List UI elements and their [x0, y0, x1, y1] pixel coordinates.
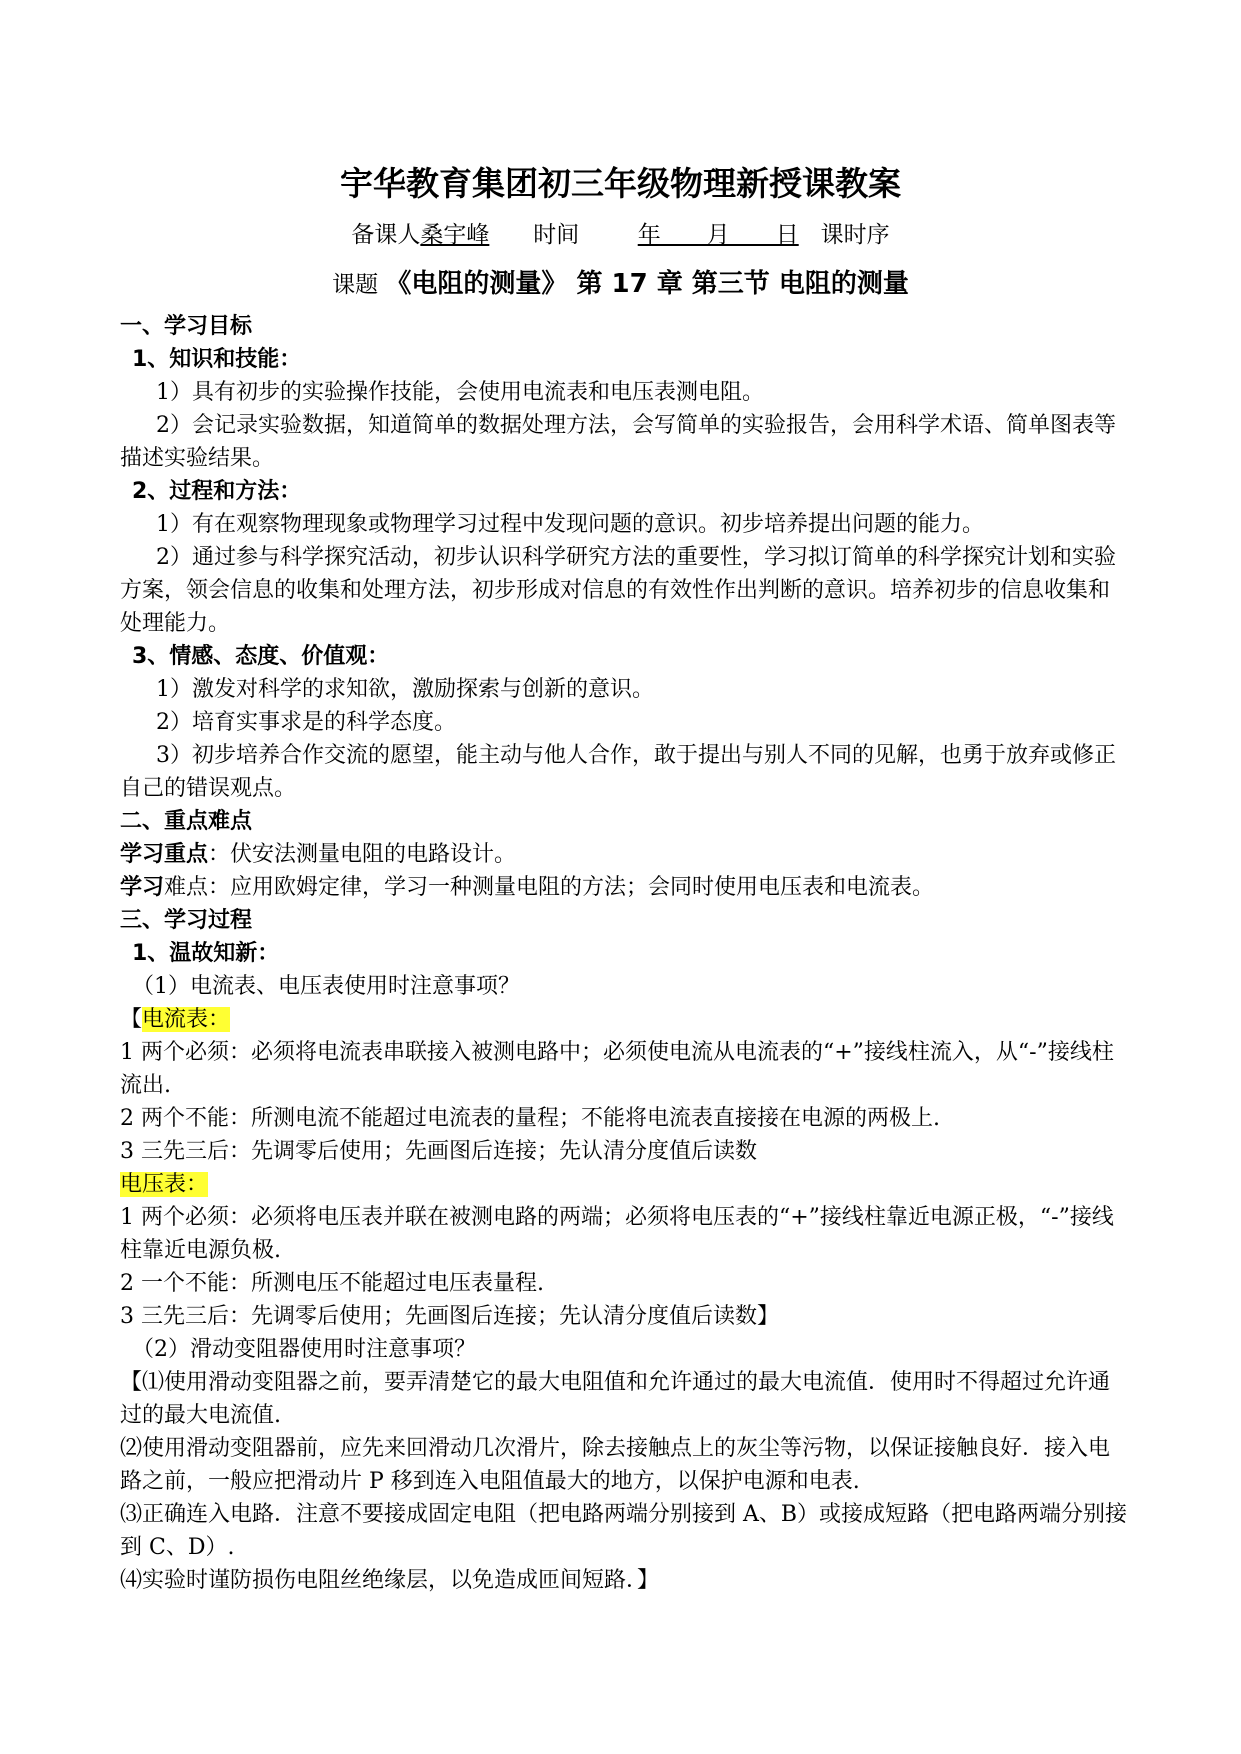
section-heading: 二、重点难点 [120, 809, 253, 834]
lesson-label: 课时序 [820, 222, 890, 248]
paragraph: 3 三先三后：先调零后使用；先画图后连接；先认清分度值后读数】 [120, 1304, 779, 1329]
paragraph: 2 一个不能：所测电压不能超过电压表量程. [120, 1271, 544, 1296]
paragraph: 2）通过参与科学探究活动，初步认识科学研究方法的重要性，学习拟订简单的科学探究计划和实验方案，领会信息的收集和处理方法，初步形成对信息的有效性作出判断的意识。培养初步的信息收集和处理能力。 [120, 545, 1117, 636]
document-title: 宇华教育集团初三年级物理新授课教案 [340, 164, 901, 203]
paragraph: ⑵使用滑动变阻器前，应先来回滑动几次滑片，除去接触点上的灰尘等污物，以保证接触良好．接入电路之前，一般应把滑动片 P 移到连入电阻值最大的地方，以保护电源和电表. [120, 1436, 1111, 1494]
date-field: 年 月 日 [637, 222, 799, 248]
meta-line [0, 216, 1241, 249]
paragraph: 【⑴使用滑动变阻器之前，要弄清楚它的最大电阻值和允许通过的最大电流值．使用时不得超过允许通过的最大电流值. [120, 1370, 1111, 1428]
time-label: 时间 [533, 222, 580, 248]
paragraph: ⑶正确连入电路．注意不要接成固定电阻（把电路两端分别接到 A、B）或接成短路（把电路两端分别接到 C、D）. [120, 1502, 1128, 1560]
paragraph: 2 两个不能：所测电流不能超过电流表的量程；不能将电流表直接接在电源的两极上. [120, 1106, 940, 1131]
paragraph: 1 两个必须：必须将电压表并联在被测电路的两端；必须将电压表的“+”接线柱靠近电源正极，“-”接线柱靠近电源负极. [120, 1205, 1114, 1263]
author-label: 备课人 [351, 222, 421, 248]
subject-label: 课题 [332, 272, 379, 298]
paragraph: 2）会记录实验数据，知道简单的数据处理方法，会写简单的实验报告，会用科学术语、简单图表等描述实验结果。 [120, 413, 1117, 471]
paragraph: 3）初步培养合作交流的愿望，能主动与他人合作，敢于提出与别人不同的见解，也勇于放弃或修正自己的错误观点。 [120, 743, 1117, 801]
key-point-line [120, 838, 1130, 871]
section-heading: 一、学习目标 [120, 314, 253, 339]
ammeter-label: 电流表： [142, 1007, 231, 1032]
voltmeter-label: 电压表： [120, 1172, 209, 1197]
difficulty-text: 难点：应用欧姆定律，学习一种测量电阻的方法；会同时使用电压表和电流表。 [164, 875, 935, 900]
paragraph: 2）培育实事求是的科学态度。 [156, 710, 456, 735]
paragraph: 1 两个必须：必须将电流表串联接入被测电路中；必须使电流从电流表的“+”接线柱流入，从“-”接线柱流出. [120, 1040, 1114, 1098]
paragraph: 3 三先三后：先调零后使用；先画图后连接；先认清分度值后读数 [120, 1139, 757, 1164]
subsection-heading: 1、温故知新： [132, 941, 280, 966]
ammeter-heading [120, 1003, 1130, 1036]
subject-line [0, 263, 1241, 300]
subsection-heading: 3、情感、态度、价值观： [132, 644, 390, 669]
paragraph: 1）激发对科学的求知欲，激励探索与创新的意识。 [156, 677, 654, 702]
key-point-text: ：伏安法测量电阻的电路设计。 [208, 842, 517, 867]
section-heading: 三、学习过程 [120, 908, 253, 933]
paragraph: ⑷实验时谨防损伤电阻丝绝缘层，以免造成匝间短路．】 [120, 1568, 660, 1593]
paragraph: 1）有在观察物理现象或物理学习过程中发现问题的意识。初步培养提出问题的能力。 [156, 512, 984, 537]
paragraph: 1）具有初步的实验操作技能，会使用电流表和电压表测电阻。 [156, 380, 764, 405]
question: （2）滑动变阻器使用时注意事项？ [132, 1337, 476, 1362]
bracket: 【 [120, 1007, 143, 1032]
subsection-heading: 2、过程和方法： [132, 479, 302, 504]
subsection-heading: 1、知识和技能： [132, 347, 302, 372]
voltmeter-heading [120, 1168, 1130, 1201]
difficulty-label: 学习 [120, 875, 165, 900]
key-point-label: 学习重点 [120, 842, 209, 867]
document-body [120, 310, 1130, 1597]
subject-text: 《电阻的测量》 第 17 章 第三节 电阻的测量 [385, 269, 909, 299]
difficulty-line [120, 871, 1130, 904]
author-name: 桑宇峰 [420, 222, 490, 248]
question: （1）电流表、电压表使用时注意事项？ [132, 974, 520, 999]
